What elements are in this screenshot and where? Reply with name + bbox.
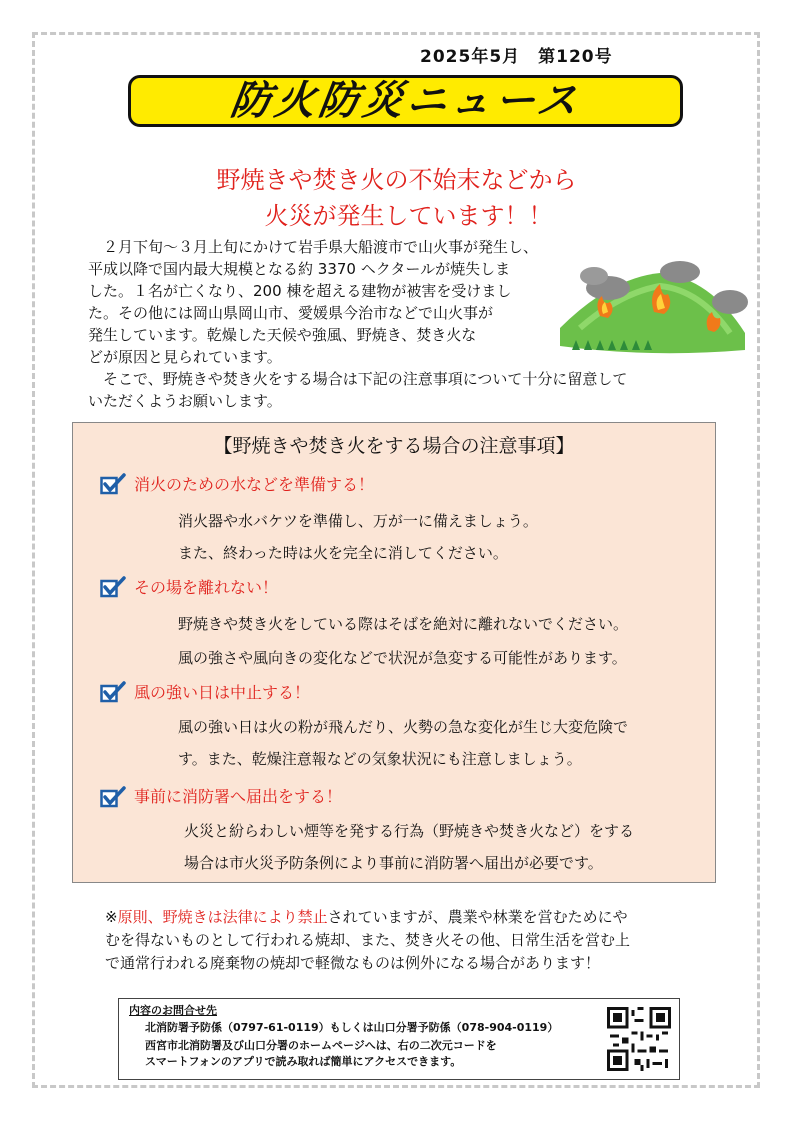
precaution-text: また、終わった時は火を完全に消してください。	[178, 544, 508, 562]
precaution-heading: 消火のための水などを準備する！	[134, 475, 375, 494]
checkbox-check-icon	[100, 786, 126, 808]
contact-box	[118, 998, 680, 1080]
intro-line: いただくようお願いします。	[88, 392, 282, 410]
checkbox-check-icon	[100, 681, 126, 703]
headline-line-2: 火災が発生しています！！	[264, 202, 553, 230]
intro-line: 発生しています。乾燥した天候や強風、野焼き、焚き火な	[88, 326, 477, 344]
precaution-text: す。また、乾燥注意報などの気象状況にも注意しましょう。	[178, 750, 582, 768]
issue-label: 2025年5月 第120号	[420, 47, 613, 67]
precaution-heading: その場を離れない！	[134, 578, 279, 597]
precaution-text: 風の強い日は火の粉が飛んだり、火勢の急な変化が生じ大変危険で	[178, 718, 629, 736]
qr-code[interactable]	[607, 1007, 671, 1071]
note-line-3: で通常行われる廃棄物の焼却で軽微なものは例外になる場合があります！	[105, 954, 601, 972]
precaution-text: 風の強さや風向きの変化などで状況が急変する可能性があります。	[178, 649, 627, 667]
note-prefix: ※	[105, 908, 118, 926]
intro-paragraph	[88, 236, 627, 412]
intro-line: した。１名が亡くなり、200 棟を超える建物が被害を受けまし	[88, 282, 512, 300]
note-highlight: 原則、野焼きは法律により禁止	[117, 908, 328, 926]
contact-phone-line: 北消防署予防係（0797-61-0119）もしくは山口分署予防係（078-904-0119）	[145, 1021, 559, 1034]
precaution-text: 野焼きや焚き火をしている際はそばを絶対に離れないでください。	[178, 615, 629, 633]
precaution-text: 場合は市火災予防条例により事前に消防署へ届出が必要です。	[184, 854, 603, 872]
intro-line: どが原因と見られています。	[88, 348, 282, 366]
note-line-2: むを得ないものとして行われる焼却、また、焚き火その他、日常生活を営む上	[105, 931, 631, 949]
title-banner	[128, 75, 683, 127]
intro-line: 平成以降で国内最大規模となる約 3370 ヘクタールが焼失しま	[88, 260, 511, 278]
precaution-heading: 風の強い日は中止する！	[134, 683, 311, 702]
headline-line-1: 野焼きや焚き火の不始末などから	[216, 166, 577, 194]
intro-line: た。その他には岡山県岡山市、愛媛県今治市などで山火事が	[88, 304, 494, 322]
legal-note	[105, 906, 630, 975]
contact-title: 内容のお問合せ先	[129, 1004, 217, 1017]
precaution-text: 消火器や水バケツを準備し、万が一に備えましょう。	[178, 512, 538, 530]
intro-line: ２月下旬～３月上旬にかけて岩手県大船渡市で山火事が発生し、	[88, 238, 539, 256]
contact-app-line: スマートフォンのアプリで読み取れば簡単にアクセスできます。	[145, 1055, 462, 1068]
checkbox-check-icon	[100, 473, 126, 495]
precautions-title: 【野焼きや焚き火をする場合の注意事項】	[213, 435, 575, 457]
contact-web-line: 西宮市北消防署及び山口分署のホームページへは、右の二次元コードを	[145, 1039, 497, 1052]
precaution-heading: 事前に消防署へ届出をする！	[134, 787, 343, 806]
precaution-text: 火災と紛らわしい煙等を発する行為（野焼きや焚き火など）をする	[184, 822, 635, 840]
intro-line: そこで、野焼きや焚き火をする場合は下記の注意事項について十分に留意して	[88, 370, 628, 388]
banner-title: 防火防災ニュース	[227, 78, 584, 124]
mountain-fire-illustration	[550, 258, 750, 368]
checkbox-check-icon	[100, 576, 126, 598]
note-line-1-rest: されていますが、農業や林業を営むためにや	[327, 908, 628, 926]
note-line-1	[105, 906, 630, 929]
